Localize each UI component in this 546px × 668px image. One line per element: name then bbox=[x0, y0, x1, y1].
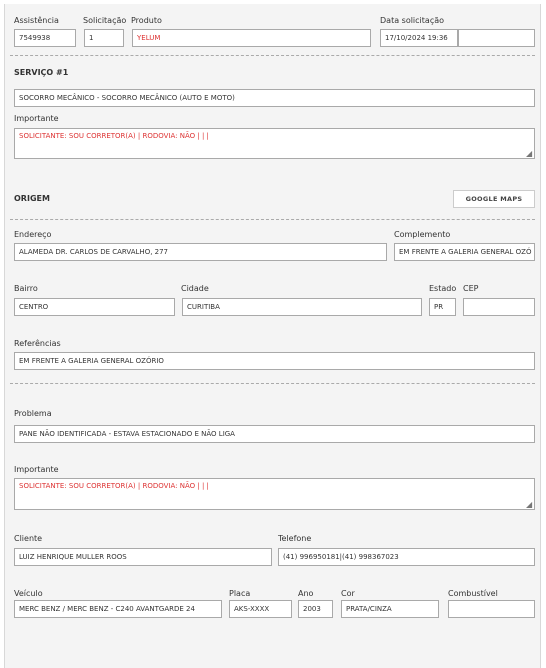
origem-title: ORIGEM bbox=[14, 194, 50, 203]
servico-importante-label: Importante bbox=[14, 114, 59, 123]
referencias-label: Referências bbox=[14, 339, 61, 348]
estado-label: Estado bbox=[429, 284, 457, 293]
produto-field[interactable]: YELUM bbox=[132, 29, 371, 47]
telefone-field[interactable]: (41) 996950181|(41) 998367023 bbox=[278, 548, 535, 566]
cidade-label: Cidade bbox=[181, 284, 209, 293]
produto-label: Produto bbox=[131, 16, 162, 25]
solicitacao-label: Solicitação bbox=[83, 16, 127, 25]
combustivel-field[interactable] bbox=[448, 600, 535, 618]
bairro-label: Bairro bbox=[14, 284, 38, 293]
veiculo-label: Veículo bbox=[14, 589, 43, 598]
estado-field[interactable]: PR bbox=[429, 298, 456, 316]
cliente-field[interactable]: LUIZ HENRIQUE MULLER ROOS bbox=[14, 548, 272, 566]
combustivel-label: Combustível bbox=[448, 589, 498, 598]
data-solicitacao-label: Data solicitação bbox=[380, 16, 445, 25]
resize-grip-icon[interactable]: ◢ bbox=[526, 149, 533, 158]
importante-label: Importante bbox=[14, 465, 59, 474]
importante-textarea[interactable] bbox=[14, 478, 535, 510]
cep-field[interactable] bbox=[463, 298, 535, 316]
telefone-label: Telefone bbox=[278, 534, 312, 543]
resize-grip-icon[interactable]: ◢ bbox=[526, 500, 533, 509]
assistencia-label: Assistência bbox=[14, 16, 59, 25]
servico-importante-textarea[interactable] bbox=[14, 128, 535, 159]
cor-field[interactable]: PRATA/CINZA bbox=[341, 600, 439, 618]
servico-importante-text: SOLICITANTE: SOU CORRETOR(A) | RODOVIA: NÃO | | | bbox=[19, 132, 209, 140]
endereco-label: Endereço bbox=[14, 230, 52, 239]
complemento-field[interactable]: EM FRENTE A GALERIA GENERAL OZÓ bbox=[394, 243, 535, 261]
bairro-field[interactable]: CENTRO bbox=[14, 298, 175, 316]
google-maps-button[interactable]: GOOGLE MAPS bbox=[453, 190, 535, 208]
data-solicitacao-extra-field[interactable] bbox=[458, 29, 535, 47]
complemento-label: Complemento bbox=[394, 230, 451, 239]
section-divider bbox=[10, 383, 535, 384]
placa-field[interactable]: AKS-XXXX bbox=[229, 600, 292, 618]
cidade-field[interactable]: CURITIBA bbox=[182, 298, 422, 316]
referencias-field[interactable]: EM FRENTE A GALERIA GENERAL OZÓRIO bbox=[14, 352, 535, 370]
servico-title: SERVIÇO #1 bbox=[14, 68, 69, 77]
servico-tipo-field[interactable]: SOCORRO MECÂNICO - SOCORRO MECÂNICO (AUTO E MOTO) bbox=[14, 89, 535, 107]
veiculo-field[interactable]: MERC BENZ / MERC BENZ - C240 AVANTGARDE 24 bbox=[14, 600, 222, 618]
section-divider bbox=[10, 55, 535, 56]
placa-label: Placa bbox=[229, 589, 251, 598]
solicitacao-field[interactable]: 1 bbox=[84, 29, 124, 47]
endereco-field[interactable]: ALAMEDA DR. CARLOS DE CARVALHO, 277 bbox=[14, 243, 387, 261]
data-solicitacao-field[interactable]: 17/10/2024 19:36 bbox=[380, 29, 458, 47]
problema-label: Problema bbox=[14, 409, 52, 418]
ano-label: Ano bbox=[298, 589, 314, 598]
cor-label: Cor bbox=[341, 589, 355, 598]
cep-label: CEP bbox=[463, 284, 479, 293]
ano-field[interactable]: 2003 bbox=[298, 600, 333, 618]
problema-field[interactable]: PANE NÃO IDENTIFICADA - ESTAVA ESTACIONADO E NÃO LIGA bbox=[14, 425, 535, 443]
assistencia-field[interactable]: 7549938 bbox=[14, 29, 76, 47]
cliente-label: Cliente bbox=[14, 534, 43, 543]
section-divider bbox=[10, 219, 535, 220]
importante-text: SOLICITANTE: SOU CORRETOR(A) | RODOVIA: NÃO | | | bbox=[19, 482, 209, 490]
